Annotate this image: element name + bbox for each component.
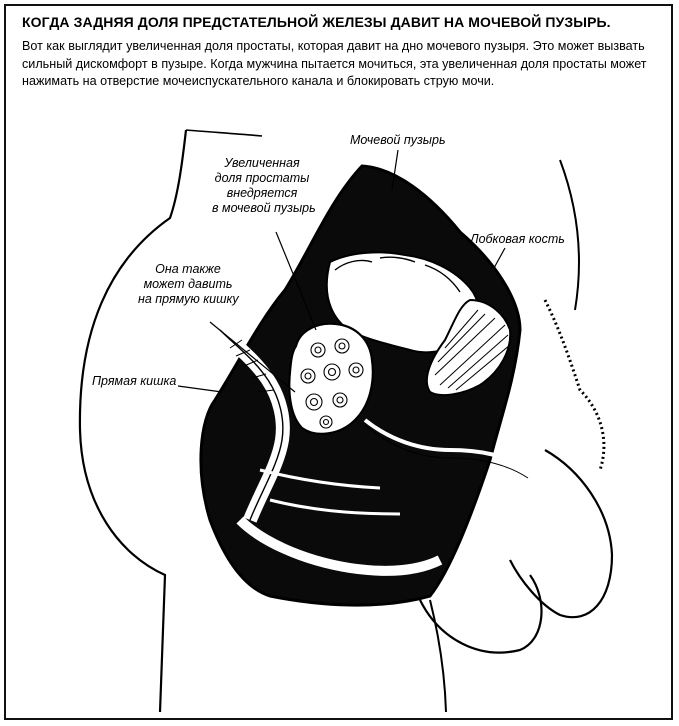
back-outline — [186, 130, 262, 136]
label-prostate-line4: в мочевой пузырь — [212, 201, 316, 215]
figure-title: КОГДА ЗАДНЯЯ ДОЛЯ ПРЕДСТАТЕЛЬНОЙ ЖЕЛЕЗЫ ДАВИТ НА МОЧЕВОЙ ПУЗЫРЬ. — [22, 14, 611, 30]
label-prostate-invades — [212, 156, 316, 216]
pubic-hair — [545, 300, 604, 470]
label-rectum-press-line2: может давить — [143, 277, 233, 291]
penis-outline — [510, 450, 612, 617]
label-bladder: Мочевой пузырь — [350, 133, 446, 147]
label-rectum: Прямая кишка — [92, 374, 177, 388]
label-prostate-line2: доля простаты — [214, 171, 310, 185]
label-prostate-line3: внедряется — [226, 186, 298, 200]
label-rectum-pressure — [138, 262, 238, 307]
label-rectum-press-line3: на прямую кишку — [138, 292, 239, 306]
figure-description: Вот как выглядит увеличенная доля простаты, которая давит на дно мочевого пузыря. Это может вызвать сильный дискомфорт в пузыре. Когда мужчина пытается мочиться, эта увеличенная доля простаты может нажимать на отверстие мочеиспускательного канала и блокировать струю мочи. — [22, 39, 647, 88]
label-prostate-line1: Увеличенная — [224, 156, 300, 170]
thigh-outline — [430, 600, 446, 712]
buttock-outline — [80, 130, 186, 712]
label-rectum-press-line1: Она также — [155, 262, 221, 276]
label-pubic-bone: Лобковая кость — [470, 232, 565, 246]
